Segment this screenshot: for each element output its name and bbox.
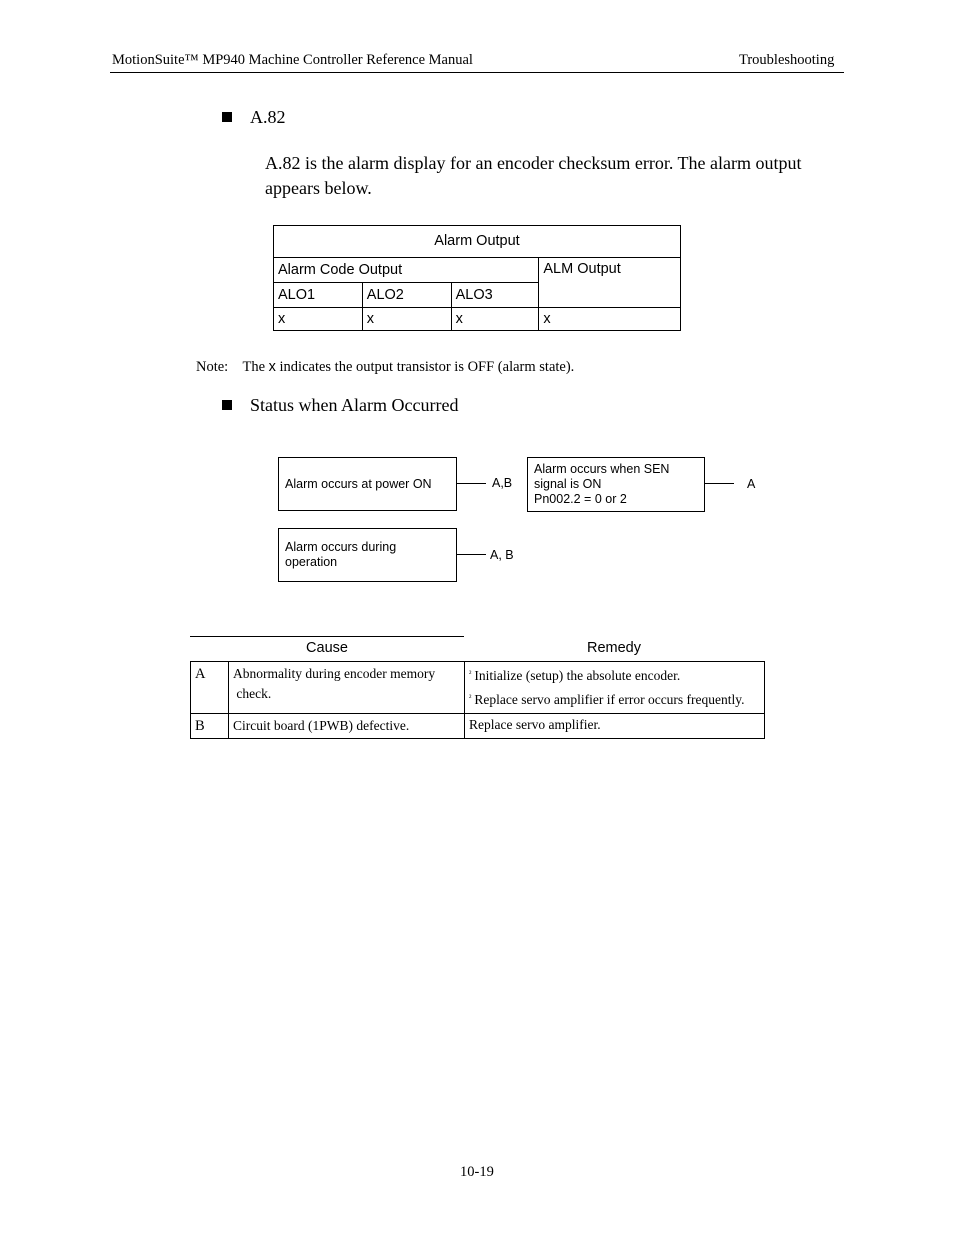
note-pre: The — [242, 359, 266, 375]
page-number: 10-19 — [460, 1164, 494, 1180]
remedy-column-header: Remedy — [587, 640, 641, 656]
cause-cell — [229, 662, 465, 714]
note-text: indicates the output transistor is OFF (alarm state). — [279, 359, 575, 375]
cause-cell — [229, 714, 465, 739]
note-prefix: Note: — [196, 359, 229, 375]
square-bullet-icon — [222, 400, 232, 410]
alo1-header: ALO1 — [274, 283, 363, 308]
cause-id: A — [191, 662, 229, 714]
table-row — [191, 714, 765, 739]
remedy-bullet-mark: ² — [469, 693, 472, 702]
status-text-line: Alarm occurs when SEN — [534, 462, 670, 476]
cause-id: B — [191, 714, 229, 739]
cause-remedy-table — [190, 661, 765, 739]
alarm-code-output-header: Alarm Code Output — [274, 258, 539, 283]
connector-line — [457, 554, 486, 555]
remedy-text: Replace servo amplifier. — [469, 717, 601, 732]
status-text: Alarm occurs at power ON — [285, 476, 432, 491]
alm-value: x — [539, 308, 681, 331]
alo3-value: x — [451, 308, 539, 331]
remedy-item — [469, 663, 760, 686]
remedy-cell — [465, 714, 765, 739]
alarm-output-table — [273, 225, 681, 331]
status-box-power-on — [278, 457, 457, 511]
remedy-text: Initialize (setup) the absolute encoder. — [474, 668, 681, 683]
section-title: Troubleshooting — [739, 52, 835, 68]
square-bullet-icon — [222, 112, 232, 122]
alo3-header: ALO3 — [451, 283, 539, 308]
intro-paragraph: A.82 is the alarm display for an encoder checksum error. The alarm output appears below. — [265, 153, 802, 198]
header-divider — [110, 72, 844, 73]
alo2-header: ALO2 — [362, 283, 451, 308]
alarm-heading: A.82 — [250, 107, 286, 127]
status-text-line: Alarm occurs during — [285, 540, 397, 554]
alm-output-header: ALM Output — [539, 258, 681, 308]
status-box-operation — [278, 528, 457, 582]
connector-line — [705, 483, 734, 484]
remedy-item — [469, 686, 760, 711]
status-text-line: signal is ON — [534, 477, 602, 491]
status-label-sen-signal: A — [747, 477, 756, 491]
remedy-cell — [465, 662, 765, 714]
table-row — [191, 662, 765, 714]
remedy-text: Replace servo amplifier if error occurs frequently. — [474, 692, 745, 707]
alarm-output-title: Alarm Output — [274, 226, 681, 258]
cause-line: Circuit board (1PWB) defective. — [233, 718, 410, 733]
note — [196, 359, 574, 376]
alo2-value: x — [362, 308, 451, 331]
remedy-bullet-mark: ² — [469, 669, 472, 678]
alo1-value: x — [274, 308, 363, 331]
status-text-line: Pn002.2 = 0 or 2 — [534, 492, 627, 506]
cause-line: Abnormality during encoder memory — [233, 666, 436, 681]
status-box-sen-signal — [527, 457, 705, 512]
cause-column-header: Cause — [306, 640, 348, 656]
status-label-power-on: A,B — [492, 476, 513, 490]
status-heading: Status when Alarm Occurred — [250, 395, 459, 415]
manual-title: MotionSuite™ MP940 Machine Controller Reference Manual — [112, 52, 473, 68]
cause-line: check. — [233, 686, 272, 701]
note-symbol: x — [268, 359, 276, 375]
status-text-line: operation — [285, 555, 338, 569]
status-label-operation: A, B — [490, 548, 514, 562]
connector-line — [457, 483, 486, 484]
